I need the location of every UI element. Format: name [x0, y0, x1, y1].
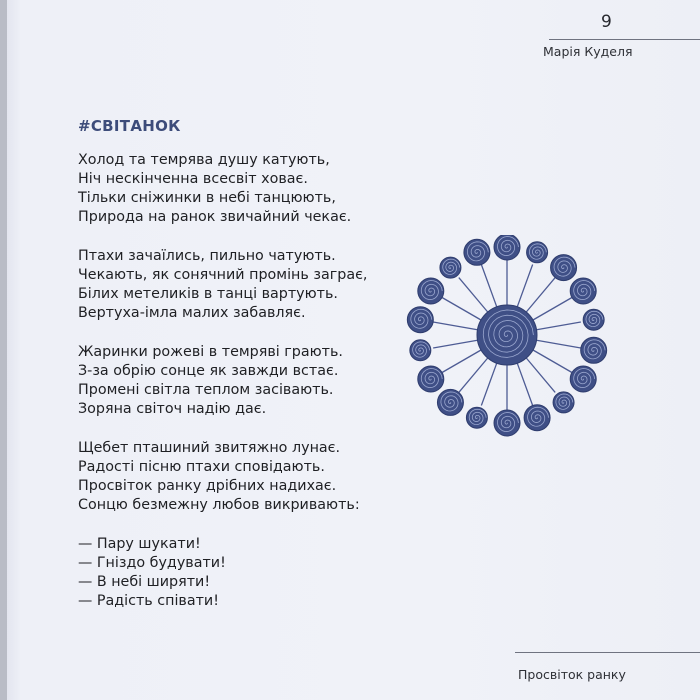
stanza — [78, 535, 367, 611]
ornament-ray — [533, 350, 572, 373]
ornament-ray — [481, 363, 496, 405]
poem-line: — Радість співати! — [78, 593, 219, 609]
poem-line: Холод та темрява душу катують, — [78, 152, 330, 168]
ornament-petal — [418, 366, 444, 392]
poem-line: Тільки сніжинки в небі танцюють, — [78, 190, 336, 206]
poem-line: Вертуха-імла малих забавляє. — [78, 305, 306, 321]
author-name: Марія Куделя — [543, 44, 633, 59]
ornament-petal — [407, 307, 433, 333]
ornament-ray — [459, 358, 488, 392]
poem-line: Чекають, як сонячний промінь заграє, — [78, 267, 368, 283]
ornament-ray — [459, 278, 488, 312]
ornament-ray — [481, 265, 496, 307]
ornament-ray — [537, 322, 581, 330]
ornament-ray — [433, 340, 477, 348]
poem-line: Природа на ранок звичайний чекає. — [78, 209, 352, 225]
poem-line: Щебет пташиний звитяжно лунає. — [78, 440, 341, 456]
stanza — [78, 247, 367, 323]
poem-line: — Пару шукати! — [78, 536, 201, 552]
poem-line: Ніч нескінченна всесвіт ховає. — [78, 171, 308, 187]
page-number: 9 — [601, 12, 612, 32]
ornament-ray — [517, 363, 532, 405]
ornament-ray — [442, 350, 481, 373]
stanza — [78, 439, 367, 515]
poem-line: Птахи зачаїлись, пильно чатують. — [78, 248, 336, 264]
poem-line: Радості пісню птахи сповідають. — [78, 459, 325, 475]
poem-line: З-за обрію сонце як завжди встає. — [78, 363, 339, 379]
ornament-ray — [442, 298, 481, 321]
poem-line: — Гніздо будувати! — [78, 555, 226, 571]
poem-line: — В небі ширяти! — [78, 574, 211, 590]
ornament-petal — [551, 255, 577, 281]
book-page — [7, 0, 700, 700]
ornament-ray — [517, 265, 532, 307]
poem-line: Сонцю безмежну любов викривають: — [78, 497, 360, 513]
ornament-ray — [533, 298, 572, 321]
poem-line: Жаринки рожеві в темряві грають. — [78, 344, 343, 360]
ornament-ray — [433, 322, 477, 330]
footer-rule — [515, 652, 700, 653]
poem-line: Білих метеликів в танці вартують. — [78, 286, 338, 302]
poem-body — [78, 151, 367, 631]
poem-title: #СВІТАНОК — [78, 117, 181, 135]
stanza — [78, 343, 367, 419]
header-rule — [549, 39, 700, 40]
ornament-petal — [524, 405, 550, 431]
section-title-footer: Просвіток ранку — [518, 667, 626, 682]
poem-line: Зоряна світоч надію дає. — [78, 401, 267, 417]
ornament-ray — [526, 358, 555, 392]
stanza — [78, 151, 367, 227]
ornament-ray — [526, 278, 555, 312]
ornament-petal — [418, 278, 444, 304]
poem-line: Просвіток ранку дрібних надихає. — [78, 478, 337, 494]
quilling-sun-ornament-icon — [397, 235, 617, 445]
ornament-ray — [537, 340, 581, 348]
poem-line: Промені світла теплом засівають. — [78, 382, 334, 398]
